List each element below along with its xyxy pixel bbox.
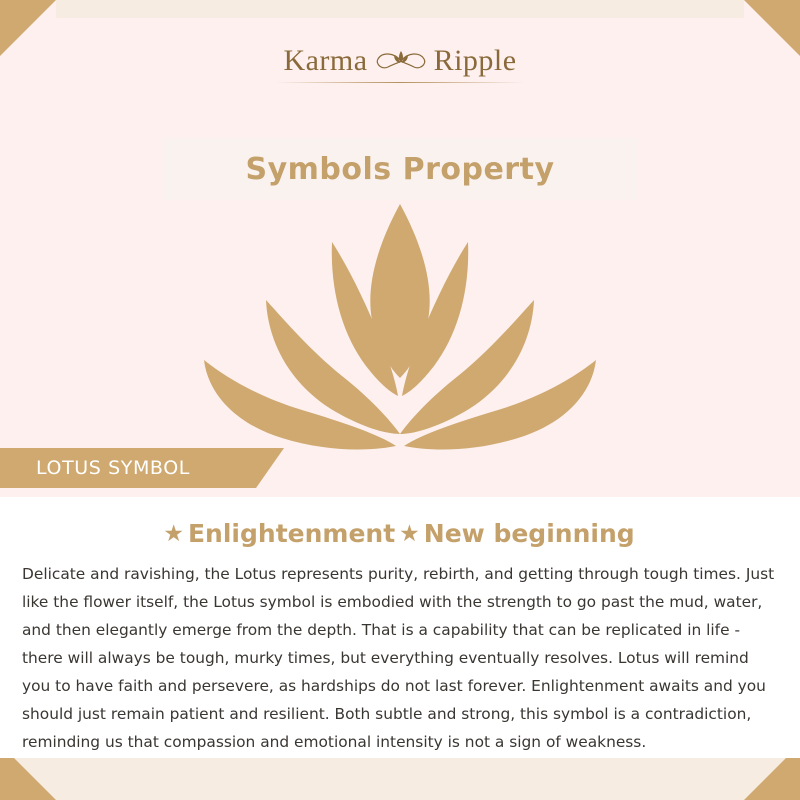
- ribbon-label: LOTUS SYMBOL: [36, 457, 190, 479]
- brand-row: [283, 44, 516, 78]
- body-paragraph: Delicate and ravishing, the Lotus represents purity, rebirth, and getting through tough times. Just like the flower itself, the Lotus symbol is embodied with the strength to go past the mud, water, and then elegantly emerge from the depth. That is a capability that can be replicated in life - there will always be tough, murky times, but everything eventually resolves. Lotus will remind you to have faith and persevere, as hardships do not last forever. Enlightenment awaits and you should just remain patient and resilient. Both subtle and strong, this symbol is a contradiction, reminding us that compassion and emotional intensity is not a sign of weakness.: [22, 565, 775, 752]
- brand-header: [0, 44, 800, 83]
- content-panel: [0, 497, 800, 758]
- brand-divider: [275, 82, 525, 83]
- headline-new-beginning: New beginning: [423, 519, 635, 548]
- brand-name-right: Ripple: [433, 44, 517, 77]
- headline: [0, 519, 800, 548]
- star-icon-left: ★: [163, 521, 184, 547]
- star-icon-middle: ★: [399, 521, 420, 547]
- page-title: Symbols Property: [245, 151, 555, 187]
- bottom-cream-band: [56, 758, 744, 800]
- lotus-infinity-icon: [374, 46, 428, 76]
- top-cream-band: [56, 0, 744, 18]
- lotus-flower-icon: [190, 196, 610, 476]
- brand-name-left: Karma: [283, 44, 368, 77]
- lotus-symbol-ribbon: [0, 448, 256, 488]
- title-plate: [163, 138, 637, 200]
- headline-enlightenment: Enlightenment: [187, 519, 396, 548]
